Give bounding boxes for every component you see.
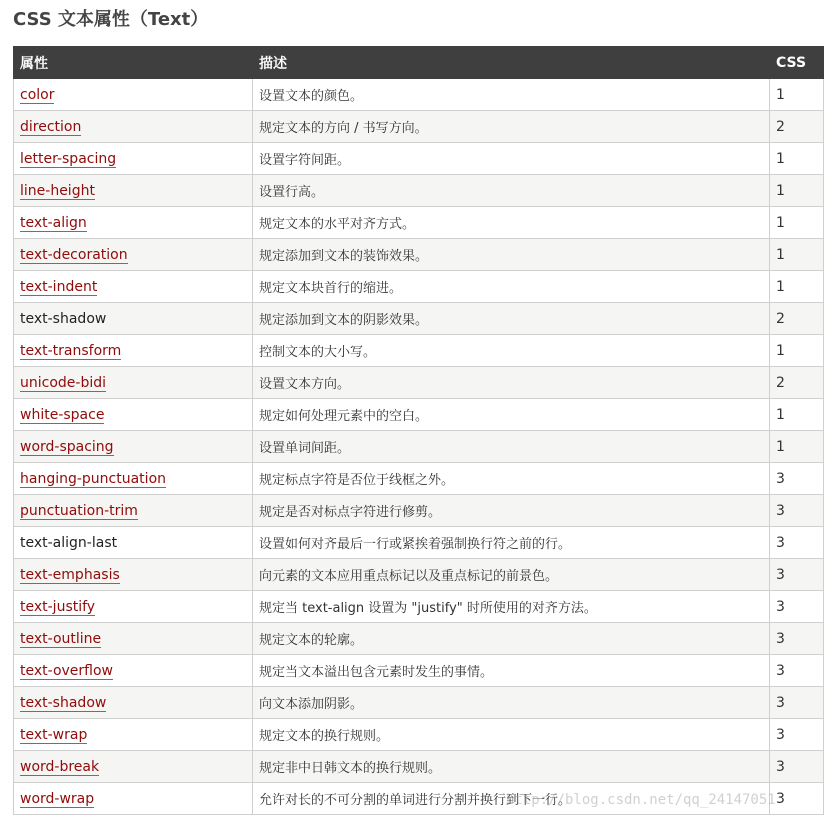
property-link[interactable]: text-shadow (20, 694, 107, 711)
property-link[interactable]: direction (20, 118, 82, 135)
property-cell (14, 303, 253, 335)
property-cell (14, 623, 253, 655)
table-row (14, 303, 824, 335)
css-version-cell: 3 (770, 719, 824, 751)
property-link[interactable]: text-align (20, 214, 87, 231)
css-version-cell: 3 (770, 591, 824, 623)
property-link[interactable]: unicode-bidi (20, 374, 107, 391)
css-version-cell: 1 (770, 143, 824, 175)
description-cell: 设置如何对齐最后一行或紧挨着强制换行符之前的行。 (253, 527, 770, 559)
css-version-cell: 1 (770, 175, 824, 207)
description-cell: 规定如何处理元素中的空白。 (253, 399, 770, 431)
description-cell: 设置文本方向。 (253, 367, 770, 399)
css-version-cell: 3 (770, 655, 824, 687)
table-row (14, 687, 824, 719)
property-cell (14, 783, 253, 815)
description-cell: 规定当 text-align 设置为 "justify" 时所使用的对齐方法。 (253, 591, 770, 623)
property-cell (14, 239, 253, 271)
property-cell (14, 655, 253, 687)
property-link[interactable]: text-justify (20, 598, 96, 615)
table-row (14, 783, 824, 815)
property-link[interactable]: hanging-punctuation (20, 470, 167, 487)
property-link[interactable]: word-spacing (20, 438, 114, 455)
property-link[interactable]: letter-spacing (20, 150, 117, 167)
table-row (14, 495, 824, 527)
property-cell (14, 271, 253, 303)
table-row (14, 719, 824, 751)
property-link[interactable]: text-outline (20, 630, 102, 647)
property-cell (14, 399, 253, 431)
property-link[interactable]: word-break (20, 758, 100, 775)
description-cell: 规定是否对标点字符进行修剪。 (253, 495, 770, 527)
description-cell: 向文本添加阴影。 (253, 687, 770, 719)
property-cell (14, 143, 253, 175)
css-version-cell: 1 (770, 431, 824, 463)
property-cell (14, 431, 253, 463)
header-description: 描述 (253, 47, 770, 79)
table-row (14, 527, 824, 559)
property-link[interactable]: text-transform (20, 342, 122, 359)
property-cell (14, 687, 253, 719)
property-link[interactable]: text-emphasis (20, 566, 120, 583)
table-row (14, 111, 824, 143)
css-version-cell: 1 (770, 399, 824, 431)
property-link[interactable]: word-wrap (20, 790, 95, 807)
table-body (14, 79, 824, 815)
table-row (14, 271, 824, 303)
table-row (14, 207, 824, 239)
header-css-version: CSS (770, 47, 824, 79)
property-cell (14, 751, 253, 783)
property-cell (14, 495, 253, 527)
description-cell: 规定文本的轮廓。 (253, 623, 770, 655)
description-cell: 规定标点字符是否位于线框之外。 (253, 463, 770, 495)
property-link[interactable]: punctuation-trim (20, 502, 138, 519)
description-cell: 规定添加到文本的装饰效果。 (253, 239, 770, 271)
table-row (14, 143, 824, 175)
table-row (14, 623, 824, 655)
css-version-cell: 3 (770, 687, 824, 719)
description-cell: 向元素的文本应用重点标记以及重点标记的前景色。 (253, 559, 770, 591)
css-text-properties-table (13, 46, 824, 815)
property-link[interactable]: color (20, 86, 55, 103)
table-row (14, 79, 824, 111)
description-cell: 设置字符间距。 (253, 143, 770, 175)
description-cell: 规定非中日韩文本的换行规则。 (253, 751, 770, 783)
table-header-row (14, 47, 824, 79)
table-row (14, 751, 824, 783)
css-version-cell: 3 (770, 559, 824, 591)
property-link[interactable]: text-decoration (20, 246, 128, 263)
description-cell: 允许对长的不可分割的单词进行分割并换行到下一行。 (253, 783, 770, 815)
property-link[interactable]: text-indent (20, 278, 98, 295)
property-cell (14, 719, 253, 751)
css-version-cell: 1 (770, 335, 824, 367)
description-cell: 规定文本的方向 / 书写方向。 (253, 111, 770, 143)
description-cell: 设置单词间距。 (253, 431, 770, 463)
description-cell: 控制文本的大小写。 (253, 335, 770, 367)
css-version-cell: 1 (770, 79, 824, 111)
property-cell (14, 207, 253, 239)
property-cell (14, 175, 253, 207)
description-cell: 设置文本的颜色。 (253, 79, 770, 111)
table-row (14, 399, 824, 431)
property-name: text-align-last (20, 534, 118, 551)
css-version-cell: 1 (770, 239, 824, 271)
property-name: text-shadow (20, 310, 107, 327)
table-row (14, 335, 824, 367)
property-link[interactable]: white-space (20, 406, 105, 423)
css-version-cell: 2 (770, 367, 824, 399)
table-row (14, 559, 824, 591)
property-cell (14, 527, 253, 559)
css-version-cell: 3 (770, 783, 824, 815)
property-link[interactable]: line-height (20, 182, 95, 199)
table-row (14, 239, 824, 271)
css-version-cell: 3 (770, 495, 824, 527)
property-link[interactable]: text-wrap (20, 726, 88, 743)
css-version-cell: 3 (770, 623, 824, 655)
property-cell (14, 367, 253, 399)
css-version-cell: 3 (770, 463, 824, 495)
table-row (14, 175, 824, 207)
table-row (14, 655, 824, 687)
css-version-cell: 3 (770, 751, 824, 783)
header-property: 属性 (14, 47, 253, 79)
css-version-cell: 3 (770, 527, 824, 559)
css-version-cell: 2 (770, 111, 824, 143)
css-version-cell: 2 (770, 303, 824, 335)
description-cell: 规定当文本溢出包含元素时发生的事情。 (253, 655, 770, 687)
description-cell: 规定添加到文本的阴影效果。 (253, 303, 770, 335)
table-row (14, 591, 824, 623)
property-cell (14, 559, 253, 591)
description-cell: 设置行高。 (253, 175, 770, 207)
watermark: http://blog.csdn.net/qq_24147051 (506, 792, 776, 808)
table-row (14, 463, 824, 495)
property-cell (14, 335, 253, 367)
property-cell (14, 591, 253, 623)
property-link[interactable]: text-overflow (20, 662, 113, 679)
css-version-cell: 1 (770, 207, 824, 239)
property-cell (14, 79, 253, 111)
page-title: CSS 文本属性（Text） (13, 9, 209, 30)
property-cell (14, 463, 253, 495)
table-row (14, 431, 824, 463)
description-cell: 规定文本的水平对齐方式。 (253, 207, 770, 239)
description-cell: 规定文本的换行规则。 (253, 719, 770, 751)
table-row (14, 367, 824, 399)
css-version-cell: 1 (770, 271, 824, 303)
description-cell: 规定文本块首行的缩进。 (253, 271, 770, 303)
property-cell (14, 111, 253, 143)
